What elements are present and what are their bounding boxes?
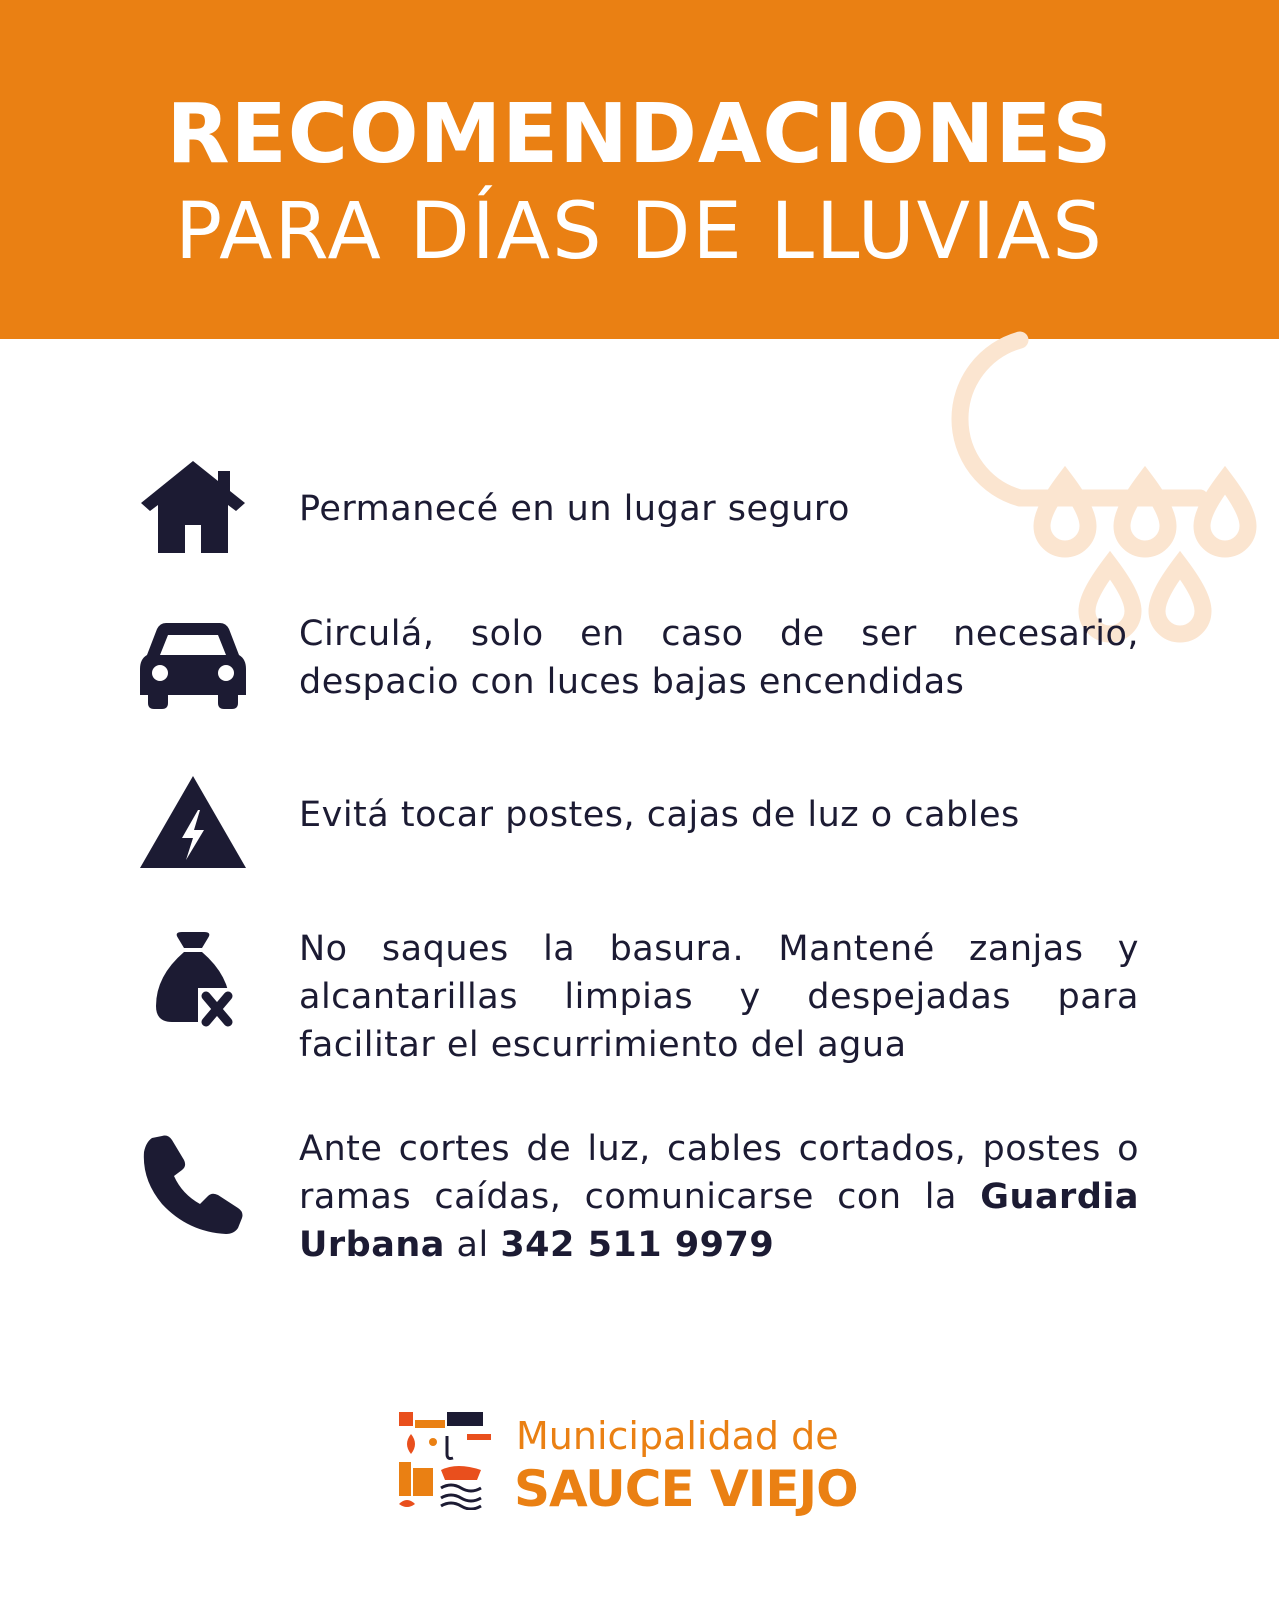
recommendation-text: Evitá tocar postes, cajas de luz o cables [299,795,1020,835]
organization-name: Guardia Urbana [299,1177,1139,1265]
recommendation-text: Circulá, solo en caso de ser necesario, despacio con luces bajas encendidas [299,614,1139,702]
text-prefix: Ante cortes de luz, cables cortados, postes o ramas caídas, comunicarse con la [299,1129,1139,1217]
high-voltage-warning-icon [138,772,248,882]
sauce-viejo-logo [397,1410,497,1510]
page-title: RECOMENDACIONES [166,87,1113,182]
header-banner [0,0,1279,339]
brand-line-municipalidad: Municipalidad de [516,1414,839,1458]
car-icon [138,615,248,725]
phone-icon [138,1130,248,1240]
page-subtitle: PARA DÍAS DE LLUVIAS [175,187,1104,277]
no-garbage-bag-icon [138,930,248,1040]
brand-line-sauce-viejo: SAUCE VIEJO [514,1460,858,1518]
recommendation-text: Permanecé en un lugar seguro [299,489,850,529]
text-connector: al [444,1225,501,1265]
phone-number[interactable]: 342 511 9979 [500,1225,775,1265]
house-icon [138,455,248,565]
recommendation-text [299,1125,1139,1269]
recommendation-text: No saques la basura. Mantené zanjas y alcantarillas limpias y despejadas para facilitar el escurrimiento del agua [299,929,1139,1065]
